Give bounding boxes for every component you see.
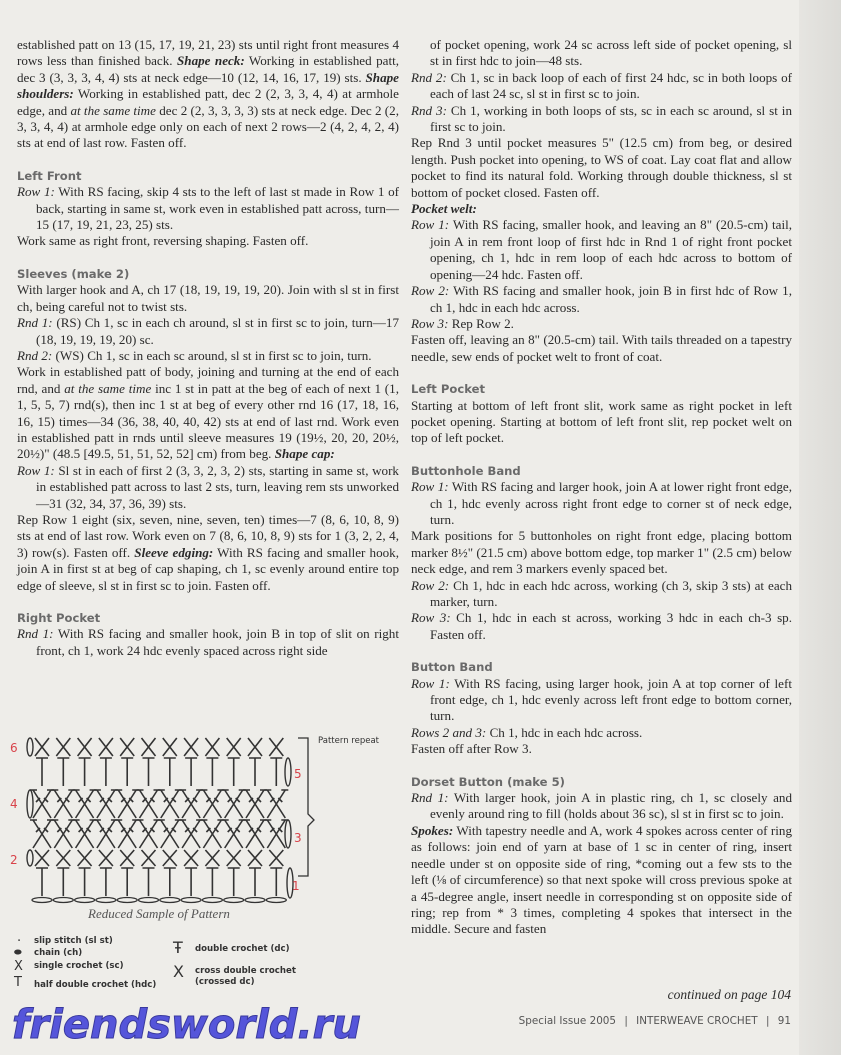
single-crochet-mark — [205, 850, 219, 866]
crossed-dc-mark — [94, 790, 118, 818]
hdc-mark — [270, 758, 282, 786]
instruction-text: (WS) Ch 1, sc in each sc around, sl st in first sc to join, turn. — [52, 347, 372, 363]
hdc-mark — [121, 758, 133, 786]
row-label: Rnd 1: — [411, 790, 449, 806]
instruction-paragraph — [17, 315, 399, 348]
crossed-dc-mark — [222, 790, 246, 818]
row-number-label: 6 — [10, 741, 18, 755]
single-crochet-mark — [56, 738, 70, 756]
legend-single-crochet: single crochet (sc) — [34, 961, 124, 971]
single-crochet-mark — [269, 738, 283, 756]
chain-mark — [96, 898, 116, 903]
instruction-paragraph — [411, 676, 792, 725]
crossed-dc-mark — [264, 790, 288, 818]
instruction-text: Rep Row 2. — [448, 315, 514, 331]
instruction-text: Rep Rnd 3 until pocket measures 5" (12.5 cm) from beg, or desired length. Push pocket into opening, to WS of coat. Lay coat flat and allow pocket to find its natural fold. Working through double thickness, sl st bottom of pocket closed. Fasten off. — [411, 135, 792, 200]
row-label: at the same time — [70, 102, 156, 118]
hdc-mark — [270, 868, 282, 896]
chain-mark — [245, 898, 265, 903]
instruction-paragraph — [17, 282, 399, 315]
instruction-paragraph — [411, 479, 792, 528]
instruction-text: With tapestry needle and A, work 4 spokes across center of ring as follows: join end of yarn at base of 1 sc in center of ring, insert needle under st on opposite side of ring, *coming out a few sts to the left (⅛ of circumference) so that next spoke will cross previous spoke at a 45-degree angle, insert needle in corresponding st on opposite side of ring; rep from * 3 times, completing 4 spokes that intersect in the middle. Secure and fasten — [411, 822, 792, 937]
crossed-dc-mark — [158, 820, 182, 848]
instruction-text: Ch 1, working in both loops of sts, sc in each sc around, sl st in first sc to join. — [430, 102, 792, 135]
instruction-paragraph — [17, 348, 399, 364]
row-label: Rnd 2: — [17, 347, 53, 363]
row-label: at the same time — [64, 380, 152, 396]
chain-mark — [202, 898, 222, 903]
single-crochet-mark — [35, 850, 49, 866]
legend-half-double-crochet: half double crochet (hdc) — [34, 980, 157, 990]
single-crochet-mark — [163, 738, 177, 756]
instruction-paragraph — [17, 184, 399, 233]
section — [17, 610, 399, 659]
legend-cross-double-crochet: cross double crochet (crossed dc) — [195, 966, 296, 987]
instruction-text: With larger hook and A, ch 17 (18, 19, 19, 19, 20). Join with sl st in first ch, being careful not to twist sts. — [17, 282, 399, 314]
instruction-paragraph — [17, 37, 399, 152]
instruction-paragraph — [411, 823, 792, 938]
watermark: friendsworld.ru — [12, 1002, 361, 1048]
instruction-text: Starting at bottom of left front slit, work same as right pocket in left pocket opening. Starting at bottom of left front slit, rep pocket welt on top of left pocket. — [411, 397, 792, 446]
hdc-mark — [143, 758, 155, 786]
hdc-mark — [36, 758, 48, 786]
chain-mark — [139, 898, 159, 903]
section — [411, 659, 792, 757]
pattern-repeat-label: Pattern repeat — [318, 736, 379, 746]
hdc-mark — [79, 758, 91, 786]
turning-chain-mark — [27, 738, 33, 756]
section-heading: Dorset Button (make 5) — [411, 774, 565, 789]
instruction-paragraph — [17, 512, 399, 594]
section — [411, 774, 792, 938]
instruction-text: With RS facing and larger hook, join A at lower right front edge, ch 1, hdc evenly across right front edge to corner st of neck edge, turn. — [430, 479, 792, 527]
chain-mark — [53, 898, 73, 903]
instruction-paragraph — [17, 364, 399, 462]
chain-mark — [160, 898, 180, 903]
legend-slip-stitch: slip stitch (sl st) — [34, 936, 113, 946]
turning-chain-mark — [285, 758, 291, 786]
instruction-text: (RS) Ch 1, sc in each ch around, sl st in first sc to join, turn—17 (18, 19, 19, 19, 20) sc. — [36, 315, 399, 347]
row-number-label: 2 — [10, 853, 18, 867]
hdc-mark — [249, 758, 261, 786]
single-crochet-icon: X — [14, 959, 23, 974]
subheading: Shape cap: — [274, 446, 335, 462]
instruction-text: Fasten off, leaving an 8" (20.5-cm) tail. With tails threaded on a tapestry needle, sew ends of pocket welt to front of coat. — [411, 332, 792, 364]
instruction-text: Working in established patt, dec 3 (3, 3, 3, 4, 4) sts at neck edge—10 (12, 14, 16, 17, 19) sts. — [17, 53, 399, 85]
row-label: Row 3: — [411, 610, 451, 626]
crossed-dc-mark — [73, 820, 97, 848]
chain-icon: ⬬ — [14, 948, 22, 958]
hdc-mark — [185, 758, 197, 786]
page-gutter-shadow — [799, 0, 841, 1055]
instruction-text: With RS facing and smaller hook, join B in top of slit on right front, ch 1, work 24 hdc evenly spaced across right side — [36, 626, 399, 658]
page-number: 91 — [777, 1015, 791, 1027]
row-number-label: 1 — [292, 879, 300, 893]
single-crochet-mark — [184, 738, 198, 756]
left-column — [17, 37, 399, 675]
continued-note: continued on page 104 — [667, 987, 791, 1002]
instruction-text: Ch 1, sc in back loop of each of first 24 hdc, sc in both loops of each of last 24 sc, sl st in first sc to join. — [430, 69, 792, 102]
chain-mark — [75, 898, 95, 903]
row-label: Row 1: — [17, 184, 55, 200]
pattern-repeat-bracket — [298, 738, 314, 876]
hdc-mark — [228, 868, 240, 896]
row-number-label: 4 — [10, 797, 18, 811]
subheading: Shape shoulders: — [17, 69, 399, 102]
row-label: Rnd 2: — [411, 69, 447, 85]
instruction-text: With RS facing and smaller hook, join A in first st at beg of cap shaping, ch 1, sc evenly around entire top edge of sleeve, sl st in first sc to join. Fasten off. — [17, 544, 399, 593]
row-label: Row 3: — [411, 315, 449, 331]
single-crochet-mark — [142, 850, 156, 866]
hdc-mark — [100, 868, 112, 896]
chain-mark — [224, 898, 244, 903]
row-label: Row 1: — [411, 479, 449, 495]
crossed-dc-mark — [222, 820, 246, 848]
instruction-text: With RS facing, skip 4 sts to the left of last st made in Row 1 of back, starting in same st, work even in established patt across, turn—15 (17, 19, 21, 23, 25) sts. — [36, 184, 399, 233]
row-label: Rnd 1: — [17, 626, 54, 642]
instruction-text: Sl st in each of first 2 (3, 3, 2, 3, 2) sts, starting in same st, work in established patt across to last 2 sts, turn, leaving rem sts unworked—31 (32, 34, 37, 36, 39) sts. — [36, 462, 399, 511]
crossed-dc-mark — [243, 820, 267, 848]
hdc-mark — [206, 758, 218, 786]
instruction-paragraph — [411, 741, 792, 757]
instruction-paragraph — [411, 283, 792, 316]
instruction-paragraph — [411, 725, 792, 741]
chain-mark — [117, 898, 137, 903]
hdc-mark — [206, 868, 218, 896]
instruction-text: of pocket opening, work 24 sc across left side of pocket opening, sl st in first hdc to join—48 sts. — [430, 37, 792, 69]
subheading: Shape neck: — [177, 53, 245, 69]
instruction-paragraph — [411, 135, 792, 201]
row-number-label: 5 — [294, 767, 302, 781]
crossed-dc-mark — [137, 790, 161, 818]
legend-double-crochet: double crochet (dc) — [195, 944, 290, 954]
hdc-mark — [228, 758, 240, 786]
section-heading: Sleeves (make 2) — [17, 266, 130, 281]
page-footer — [519, 1015, 791, 1028]
crossed-dc-mark — [137, 820, 161, 848]
footer-separator: | — [624, 1015, 628, 1027]
single-crochet-mark — [35, 738, 49, 756]
hdc-mark — [121, 868, 133, 896]
chain-mark — [32, 898, 52, 903]
footer-separator: | — [765, 1015, 770, 1027]
instruction-paragraph — [411, 37, 792, 70]
instruction-text: inc 1 st in patt at the beg of each of next 1 (1, 1, 5, 5, 7) rnd(s), then inc 1 st at beg of every other rnd 16 (17, 18, 16, 16, 15) times—34 (36, 38, 40, 40, 42) sts at end of last rnd. Work even in established patt in rnds until sleeve measures 19 (19½, 20, 20, 20½, 20½)" (48.5 [49.5, 51, 51, 52, 52] cm) from beg. — [17, 380, 399, 462]
instruction-text: dec 2 (2, 3, 3, 3, 3) sts at neck edge. Dec 2 (2, 3, 3, 4, 4) at armhole edge only on each of next 2 rows—2 (4, 2, 4, 2, 4) sts at end of last row. Fasten off. — [17, 102, 399, 151]
hdc-mark — [249, 868, 261, 896]
single-crochet-mark — [78, 850, 92, 866]
crossed-dc-mark — [73, 790, 97, 818]
instruction-text: Mark positions for 5 buttonholes on right front edge, placing bottom marker 8½" (21.5 cm) above bottom edge, top marker 1" (2.5 cm) below neck edge, and rem 3 markers evenly spaced bet. — [411, 528, 792, 577]
crossed-dc-mark — [94, 820, 118, 848]
crossed-dc-mark — [179, 790, 203, 818]
instruction-paragraph — [411, 790, 792, 823]
single-crochet-mark — [99, 850, 113, 866]
instruction-paragraph — [17, 463, 399, 512]
instruction-paragraph — [411, 217, 792, 283]
half-double-crochet-icon: T — [14, 975, 22, 990]
row-label: Rnd 1: — [17, 315, 53, 331]
single-crochet-mark — [78, 738, 92, 756]
row-label: Row 1: — [17, 462, 55, 478]
crossed-dc-mark — [115, 790, 139, 818]
instruction-text: Rep Row 1 eight (six, seven, nine, seven, ten) times—7 (8, 6, 10, 8, 9) sts at end of last row. Work even on 7 (8, 6, 10, 8, 9) sts for 1 (3, 2, 2, 4, 3) row(s). Fasten off. — [17, 511, 399, 560]
single-crochet-mark — [248, 850, 262, 866]
instruction-text: Ch 1, hdc in each st across, working 3 hdc in each ch-3 sp. Fasten off. — [430, 610, 792, 642]
instruction-text: Fasten off after Row 3. — [411, 741, 532, 757]
instruction-text: Ch 1, hdc in each hdc across, working (ch 3, skip 3 sts) at each marker, turn. — [430, 577, 792, 609]
chain-mark — [266, 898, 286, 903]
single-crochet-mark — [120, 738, 134, 756]
hdc-mark — [185, 868, 197, 896]
hdc-mark — [57, 868, 69, 896]
instruction-paragraph — [411, 201, 792, 217]
instruction-text: With RS facing, smaller hook, and leaving an 8" (20.5-cm) tail, join A in rem front loop of first hdc in Rnd 1 of right front pocket opening, ch 1, hdc in rem loop of each hdc across to bottom of opening—24 hdc. Fasten off. — [430, 217, 792, 282]
single-crochet-mark — [248, 738, 262, 756]
instruction-paragraph — [411, 578, 792, 611]
single-crochet-mark — [205, 738, 219, 756]
hdc-mark — [79, 868, 91, 896]
instruction-paragraph — [411, 398, 792, 447]
section-heading: Left Front — [17, 168, 82, 183]
subheading: Sleeve edging: — [134, 544, 214, 560]
instruction-paragraph — [411, 316, 792, 332]
instruction-paragraph — [411, 70, 792, 103]
single-crochet-mark — [99, 738, 113, 756]
section-heading: Right Pocket — [17, 611, 101, 625]
section — [17, 168, 399, 250]
section — [17, 37, 399, 152]
instruction-paragraph — [17, 626, 399, 659]
single-crochet-mark — [227, 738, 241, 756]
hdc-mark — [57, 758, 69, 786]
row-label: Row 1: — [411, 675, 450, 691]
row-label: Row 1: — [411, 217, 450, 233]
instruction-paragraph — [411, 332, 792, 365]
row-label: Rows 2 and 3: — [411, 724, 487, 740]
hdc-mark — [36, 868, 48, 896]
legend-chain: chain (ch) — [34, 948, 83, 958]
hdc-mark — [164, 868, 176, 896]
hdc-mark — [100, 758, 112, 786]
crossed-dc-mark — [200, 790, 224, 818]
section — [411, 463, 792, 643]
section-heading: Button Band — [411, 660, 493, 675]
chain-mark — [181, 898, 201, 903]
hdc-mark — [164, 758, 176, 786]
section — [411, 37, 792, 365]
subheading: Spokes: — [411, 822, 454, 838]
single-crochet-mark — [184, 850, 198, 866]
single-crochet-mark — [142, 738, 156, 756]
crossed-dc-mark — [179, 820, 203, 848]
instruction-paragraph — [17, 233, 399, 249]
crossed-dc-mark — [243, 790, 267, 818]
turning-chain-mark — [285, 820, 291, 848]
footer-magazine: INTERWEAVE CROCHET — [636, 1015, 758, 1027]
crossed-dc-mark — [115, 820, 139, 848]
slip-stitch-icon: · — [17, 934, 22, 949]
double-crochet-icon: Ŧ — [173, 938, 183, 957]
instruction-text: With larger hook, join A in plastic ring, ch 1, sc closely and evenly around ring to fill (holds about 36 sc), sl st in first sc to join. — [430, 790, 792, 822]
crossed-dc-mark — [51, 820, 75, 848]
single-crochet-mark — [163, 850, 177, 866]
footer-issue: Special Issue 2005 — [518, 1015, 617, 1027]
instruction-text: With RS facing and smaller hook, join B in first hdc of Row 1, ch 1, hdc in each hdc across. — [430, 283, 792, 315]
section-heading: Buttonhole Band — [411, 463, 521, 478]
section-heading: Left Pocket — [411, 382, 486, 397]
section — [411, 381, 792, 447]
instruction-paragraph — [411, 103, 792, 136]
instruction-text: established patt on 13 (15, 17, 19, 21, 23) sts until right front measures 4 rows less than finished back. — [17, 37, 399, 69]
section — [17, 266, 399, 594]
diagram-caption: Reduced Sample of Pattern — [88, 906, 230, 921]
instruction-text: Working in established patt, dec 2 (2, 3, 3, 4, 4) at armhole edge, and — [17, 86, 399, 118]
instruction-text: With RS facing, using larger hook, join A at top corner of left front edge, ch 1, hdc evenly across left front edge to bottom corner, turn. — [430, 675, 792, 724]
single-crochet-mark — [227, 850, 241, 866]
cross-double-crochet-icon: X — [173, 962, 184, 981]
single-crochet-mark — [120, 850, 134, 866]
instruction-text: Work same as right front, reversing shaping. Fasten off. — [17, 233, 309, 249]
crossed-dc-mark — [158, 790, 182, 818]
row-number-label: 3 — [294, 831, 302, 845]
row-label: Row 2: — [411, 577, 450, 593]
instruction-text: Work in established patt of body, joining and turning at the end of each rnd, and — [17, 364, 399, 396]
instruction-text: Ch 1, hdc in each hdc across. — [486, 724, 643, 740]
crossed-dc-mark — [30, 820, 54, 848]
subheading: Pocket welt: — [411, 201, 477, 217]
row-label: Rnd 3: — [411, 102, 447, 118]
turning-chain-mark — [27, 790, 33, 818]
right-column — [411, 37, 792, 954]
crossed-dc-mark — [51, 790, 75, 818]
crossed-dc-mark — [200, 820, 224, 848]
hdc-mark — [143, 868, 155, 896]
turning-chain-mark — [27, 850, 33, 866]
single-crochet-mark — [269, 850, 283, 866]
instruction-paragraph — [411, 610, 792, 643]
row-label: Row 2: — [411, 283, 450, 299]
single-crochet-mark — [56, 850, 70, 866]
instruction-paragraph — [411, 528, 792, 577]
